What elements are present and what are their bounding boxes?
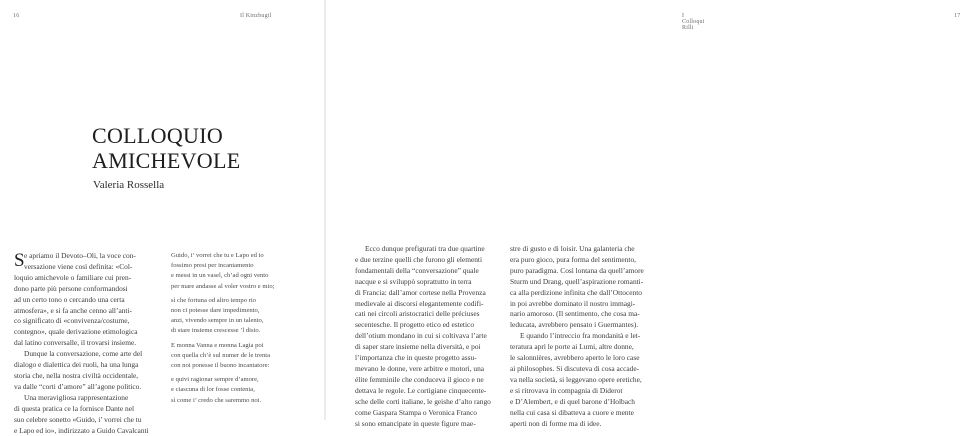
text-line: Ecco dunque prefigurati tra due quartine [355, 244, 505, 255]
poem-stanza [171, 341, 321, 372]
text-line: come Gaspara Stampa o Veronica Franco [355, 408, 505, 419]
text-line: puro paradigma. Così lontana da quell’amore [510, 266, 640, 277]
text-line: dialogo e dialettica dei ruoli, ha una lunga [14, 360, 164, 371]
drop-cap: S [14, 251, 25, 270]
title-line-1: COLLOQUIO [92, 123, 312, 148]
text-line: fondamentali della “conversazione” quale [355, 266, 505, 277]
poem-stanza [171, 375, 321, 406]
text-line: e quivi ragionar sempre d’amore, [171, 375, 321, 385]
text-line: secentesche. Il progetto etico ed estetico [355, 320, 505, 331]
text-line: ad un certo tono o cercando una certa [14, 295, 164, 306]
page-number-right: 17 [954, 13, 960, 19]
text-line: le salonnières, avrebbero aperto le loro case [510, 353, 640, 364]
text-line: mevano le donne, vere arbitre e motori, una [355, 364, 505, 375]
poem-stanza [171, 296, 321, 337]
text-line: loquio amichevole o familiare cui pren- [14, 273, 164, 284]
text-line: era puro gioco, pura forma del sentimento, [510, 255, 640, 266]
title-line-2: AMICHEVOLE [92, 148, 312, 173]
text-line: di questa pratica ce la fornisce Dante nel [14, 404, 164, 415]
article-title [92, 123, 312, 173]
text-line: sì come i’ credo che saremmo noi. [171, 396, 321, 406]
text-line: Sturm und Drang, quell’aspirazione romanti- [510, 277, 640, 288]
text-line: di saper stare insieme nella diversità, e poi [355, 342, 505, 353]
text-line: suo celebre sonetto «Guido, i’ vorrei che tu [14, 415, 164, 426]
text-line: Guido, i’ vorrei che tu e Lapo ed io [171, 251, 321, 261]
text-line: Dunque la conversazione, come arte del [14, 349, 164, 360]
page-number-left: 16 [13, 13, 19, 19]
text-line: va dalle “corti d’amore” all’agone politico. [14, 382, 164, 393]
text-line: ca alla perdizione infinita che dall’Ottocento [510, 288, 640, 299]
text-line: ai philosophes. Si discuteva di cosa accade- [510, 364, 640, 375]
text-line: con noi ponesse il buono incantatore: [171, 361, 321, 371]
text-line: teratura aprì le porte ai Lumi, altre donne, [510, 342, 640, 353]
text-line: si sono emancipate in queste figure mae- [355, 419, 505, 430]
body-column-4 [510, 244, 640, 429]
left-page [0, 0, 324, 420]
text-line: e due terzine quelli che furono gli elementi [355, 255, 505, 266]
text-line: aperti non di forme ma di idee. [510, 419, 640, 430]
text-line: e ciascuna di lor fosse contenta, [171, 385, 321, 395]
text-line: e Lapo ed io», indirizzato a Guido Cavalcanti [14, 426, 164, 436]
opening-paragraph [14, 251, 164, 436]
text-line: contegno», quale derivazione etimologica [14, 327, 164, 338]
text-line: anzi, vivendo sempre in un talento, [171, 316, 321, 326]
text-line: per mare andasse al voler vostro e mio; [171, 282, 321, 292]
text-line: dettava le regole. Le cortigiane cinquecente- [355, 386, 505, 397]
text-line: e D’Alembert, e di quel barone d’Holbach [510, 397, 640, 408]
text-line: nella cui casa si dibatteva a cuore e mente [510, 408, 640, 419]
text-line: con quella ch’è sul numer de le trenta [171, 351, 321, 361]
text-line: e messi in un vasel, ch’ad ogni vento [171, 271, 321, 281]
body-column-1 [14, 251, 164, 436]
text-line: nacque e si sviluppò soprattutto in terra [355, 277, 505, 288]
text-line: sche delle corti italiane, le geishe d’alto rango [355, 397, 505, 408]
text-line: di stare insieme crescesse ’l disio. [171, 326, 321, 336]
body-column-3 [355, 244, 505, 429]
text-line: leducata, avrebbero pensato i Guermantes). [510, 320, 640, 331]
text-line: atmosfera», e si fa anche cenno all’anti- [14, 306, 164, 317]
text-line: dono parte più persone conformandosi [14, 284, 164, 295]
text-line: cati nei circoli aristocratici delle préciuses [355, 309, 505, 320]
text-line: co significato di «convivenza/costume, [14, 316, 164, 327]
running-head-right: I Colloqui Rilli [682, 13, 705, 31]
text-line: fossimo presi per incantamento [171, 261, 321, 271]
text-line: dal latino conversalle, il trovarsi insieme. [14, 338, 164, 349]
poem-stanza [171, 251, 321, 292]
text-line: di Francia: dall’amor cortese nella Provenza [355, 288, 505, 299]
text-line: nario amoroso. (Il sentimento, che cosa ma- [510, 309, 640, 320]
text-line: va nella società, si leggevano opere eretiche, [510, 375, 640, 386]
text-line: sì che fortuna od altro tempo rio [171, 296, 321, 306]
poem-column [171, 251, 321, 406]
text-line: in poi avrebbe dominato il nostro immagi- [510, 299, 640, 310]
text-line: élite femminile che conduceva il gioco e ne [355, 375, 505, 386]
text-line: l’importanza che in queste progetto assu- [355, 353, 505, 364]
text-line: Una meravigliosa rappresentazione [14, 393, 164, 404]
text-line: e apriamo il Devoto–Oli, la voce con- [14, 251, 164, 262]
text-line: E monna Vanna e monna Lagia poi [171, 341, 321, 351]
text-line: non ci potesse dare impedimento, [171, 306, 321, 316]
text-line: versazione viene così definita: «Col- [14, 262, 164, 273]
text-line: storia che, nella nostra civiltà occidentale, [14, 371, 164, 382]
text-line: e si ritrovava in compagnia di Diderot [510, 386, 640, 397]
text-line: stre di gusto e di loisir. Una galanteria che [510, 244, 640, 255]
text-line: medievale ai discorsi elegantemente codifi- [355, 299, 505, 310]
article-author: Valeria Rossella [93, 179, 164, 191]
text-line: dell’otium mondano in cui si coltivava l’arte [355, 331, 505, 342]
running-head-left: Il Kinzbugil [240, 13, 272, 19]
text-line: E quando l’intreccio fra mondanità e let- [510, 331, 640, 342]
